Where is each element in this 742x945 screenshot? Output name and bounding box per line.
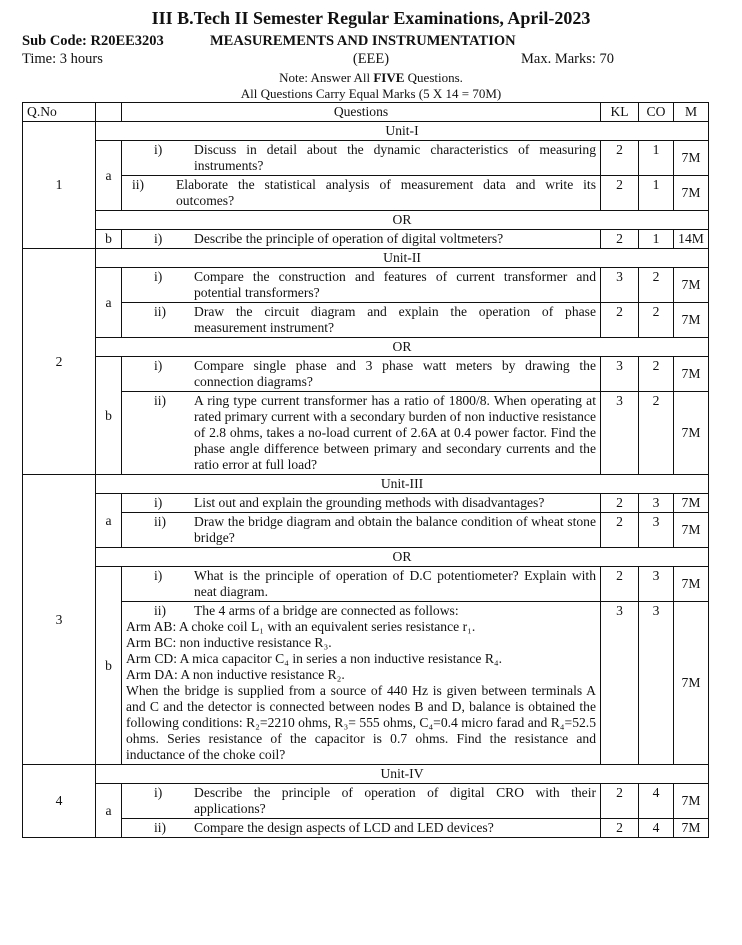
kl-value: 3 — [601, 602, 639, 765]
part-label: b — [96, 230, 122, 249]
kl-value: 2 — [601, 819, 639, 838]
question-item: ii) A ring type current transformer has a ratio of 1800/8. When operating at rated primary current with a secondary burden of non inductive resistance of 2.8 ohms, takes a no-load current of 2.6A at 0.4 power factor. Find the phase angle difference between primary and secondary currents and the ratio error at full load? — [122, 392, 601, 475]
co-value: 1 — [639, 230, 674, 249]
co-value: 3 — [639, 567, 674, 602]
co-value: 2 — [639, 303, 674, 338]
marks-value: 7M — [674, 357, 709, 392]
marks-value: 7M — [674, 784, 709, 819]
part-label: a — [96, 268, 122, 338]
kl-value: 3 — [601, 268, 639, 303]
co-value: 3 — [639, 513, 674, 548]
or-divider: OR — [96, 211, 709, 230]
marks-value: 7M — [674, 819, 709, 838]
or-divider: OR — [96, 548, 709, 567]
marks-value: 7M — [674, 141, 709, 176]
co-value: 2 — [639, 392, 674, 475]
marks-note: All Questions Carry Equal Marks (5 X 14 = 70M) — [240, 86, 502, 101]
co-value: 4 — [639, 819, 674, 838]
part-label: a — [96, 141, 122, 211]
department: (EEE) — [352, 51, 390, 67]
marks-value: 7M — [674, 268, 709, 303]
arm-cd: Arm CD: A mica capacitor C₄ in series a non inductive resistance R₄. — [126, 651, 503, 666]
col-m: M — [674, 103, 709, 122]
marks-value: 7M — [674, 176, 709, 211]
or-divider: OR — [96, 338, 709, 357]
kl-value: 3 — [601, 392, 639, 475]
question-item: i) Discuss in detail about the dynamic characteristics of measuring instruments? — [122, 141, 601, 176]
unit-heading: Unit-II — [96, 249, 709, 268]
arm-ab: Arm AB: A choke coil L₁ with an equivalent series resistance r₁. — [126, 619, 476, 634]
kl-value: 2 — [601, 303, 639, 338]
kl-value: 3 — [601, 357, 639, 392]
marks-value: 7M — [674, 567, 709, 602]
unit-heading: Unit-IV — [96, 765, 709, 784]
marks-value: 7M — [674, 392, 709, 475]
arm-bc: Arm BC: non inductive resistance R₃. — [126, 635, 332, 650]
question-item: ii) Compare the design aspects of LCD and LED devices? — [122, 819, 601, 838]
col-co: CO — [639, 103, 674, 122]
question-item: ii) The 4 arms of a bridge are connected as follows: Arm AB: A choke coil L₁ with an equivalent series resistance r₁. Arm BC: non inductive resistance R₃. Arm CD: A mica capacitor C₄ in series a non inductive resistance R₄. Arm DA: A non inductive resistance R₂. When the bridge is supplied from a source of 440 Hz is given between terminals A and C and the detector is connected between nodes B and D, balance is obtained the following conditions: R₂=2210 ohms, R₃= 555 ohms, C₄=0.4 micro farad and R₄=52.5 ohms. Series resistance of the capacitor is 0.7 ohms. Find the resistance and inductance of the choke coil? — [122, 602, 601, 765]
question-item: ii) Draw the bridge diagram and obtain the balance condition of wheat stone bridge? — [122, 513, 601, 548]
note-line: Note: Answer All FIVE Questions. — [279, 70, 463, 85]
co-value: 3 — [639, 494, 674, 513]
kl-value: 2 — [601, 513, 639, 548]
question-item: i) List out and explain the grounding methods with disadvantages? — [122, 494, 601, 513]
col-qno: Q.No — [23, 103, 96, 122]
question-number: 1 — [23, 122, 96, 249]
col-kl: KL — [601, 103, 639, 122]
kl-value: 2 — [601, 230, 639, 249]
exam-duration: Time: 3 hours — [22, 51, 103, 67]
question-item: i) Compare single phase and 3 phase watt meters by drawing the connection diagrams? — [122, 357, 601, 392]
co-value: 4 — [639, 784, 674, 819]
co-value: 3 — [639, 602, 674, 765]
marks-value: 7M — [674, 513, 709, 548]
co-value: 1 — [639, 176, 674, 211]
marks-value: 14M — [674, 230, 709, 249]
max-marks: Max. Marks: 70 — [521, 51, 615, 67]
arm-da: Arm DA: A non inductive resistance R₂. — [126, 667, 345, 682]
question-item: ii) Draw the circuit diagram and explain the operation of phase measurement instrument? — [122, 303, 601, 338]
part-label: b — [96, 567, 122, 765]
part-label: a — [96, 784, 122, 838]
subject-code: Sub Code: R20EE3203 — [22, 33, 164, 49]
question-table — [22, 102, 709, 838]
question-number: 4 — [23, 765, 96, 838]
co-value: 1 — [639, 141, 674, 176]
question-item: i) What is the principle of operation of D.C potentiometer? Explain with neat diagram. — [122, 567, 601, 602]
question-number: 3 — [23, 475, 96, 765]
question-item: i) Describe the principle of operation of digital CRO with their applications? — [122, 784, 601, 819]
unit-heading: Unit-III — [96, 475, 709, 494]
marks-value: 7M — [674, 303, 709, 338]
part-label: a — [96, 494, 122, 548]
part-label: b — [96, 357, 122, 475]
question-number: 2 — [23, 249, 96, 475]
kl-value: 2 — [601, 176, 639, 211]
question-item: i) Describe the principle of operation of digital voltmeters? — [122, 230, 601, 249]
marks-value: 7M — [674, 602, 709, 765]
co-value: 2 — [639, 357, 674, 392]
unit-heading: Unit-I — [96, 122, 709, 141]
kl-value: 2 — [601, 784, 639, 819]
co-value: 2 — [639, 268, 674, 303]
col-questions: Questions — [122, 103, 601, 122]
question-item: ii) Elaborate the statistical analysis of measurement data and write its outcomes? — [122, 176, 601, 211]
marks-value: 7M — [674, 494, 709, 513]
header-row — [23, 103, 709, 122]
course-name: MEASUREMENTS AND INSTRUMENTATION — [210, 33, 516, 49]
kl-value: 2 — [601, 567, 639, 602]
kl-value: 2 — [601, 494, 639, 513]
problem-body: When the bridge is supplied from a source of 440 Hz is given between terminals A and C and the detector is connected between nodes B and D, balance is obtained the following conditions: R₂=2210 ohms, R₃= 555 ohms, C₄=0.4 micro farad and R₄=52.5 ohms. Series resistance of the capacitor is 0.7 ohms. Find the resistance and inductance of the choke coil? — [126, 683, 596, 762]
exam-title: III B.Tech II Semester Regular Examinations, April-2023 — [151, 8, 591, 28]
kl-value: 2 — [601, 141, 639, 176]
question-item: i) Compare the construction and features of current transformer and potential transformers? — [122, 268, 601, 303]
